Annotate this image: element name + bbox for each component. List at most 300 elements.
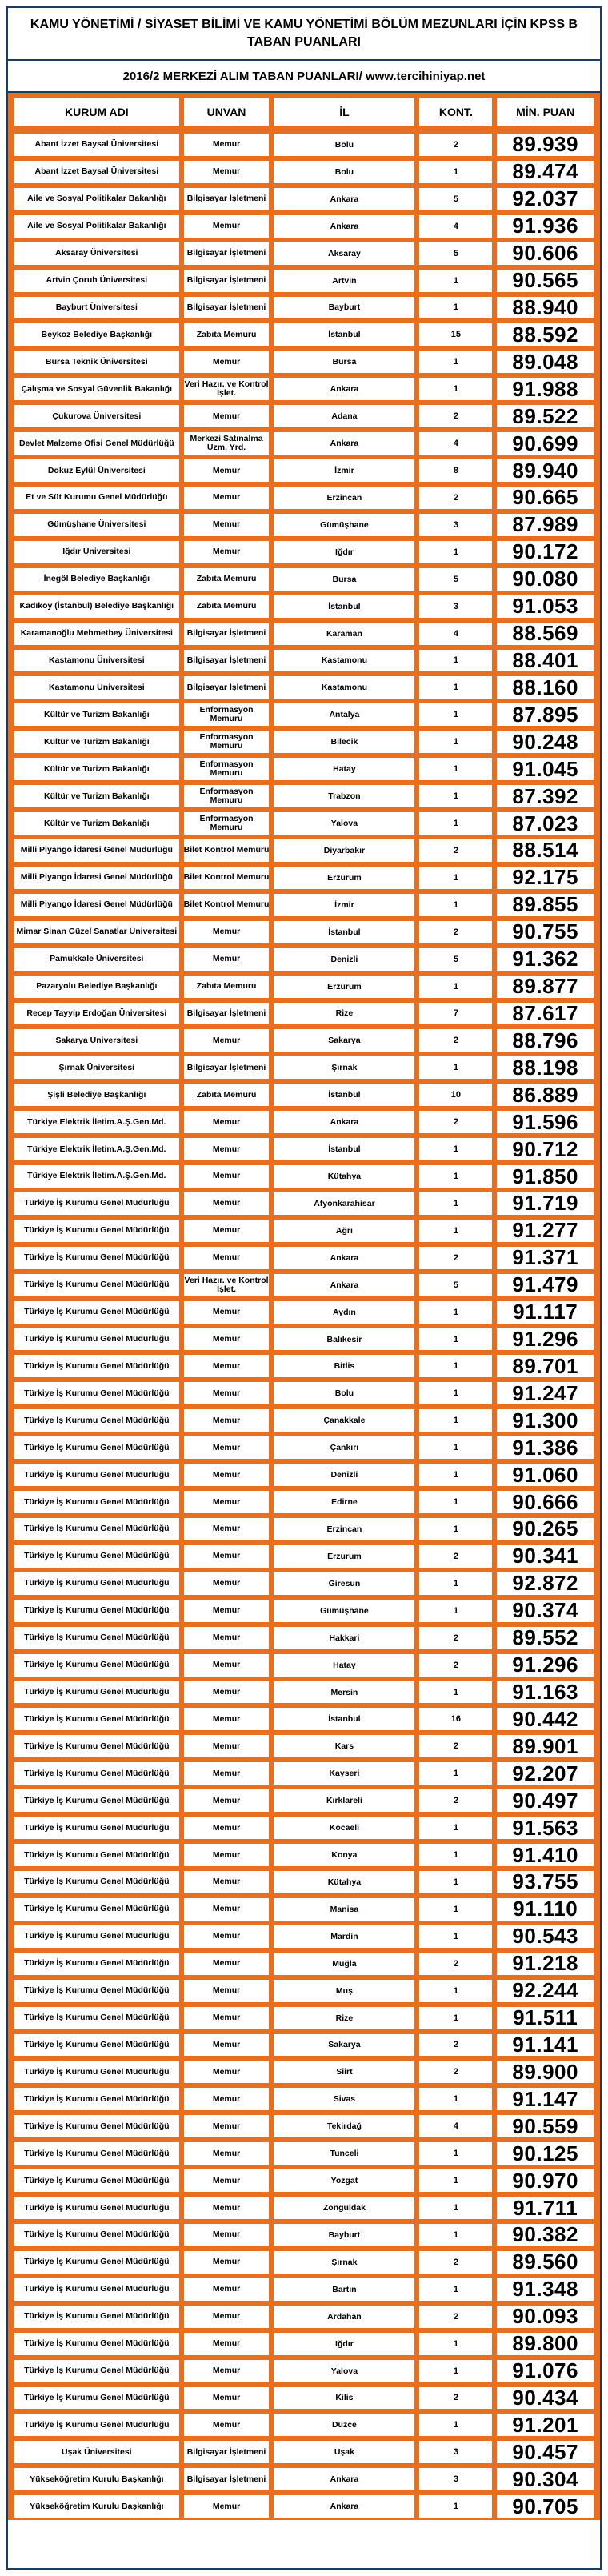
cell-unvan: Enformasyon Memuru: [184, 758, 270, 780]
cell-kurum: Dokuz Eylül Üniversitesi: [14, 459, 179, 482]
cell-unvan: Memur: [184, 1735, 270, 1757]
cell-il: Yalova: [274, 2360, 414, 2382]
table-body: [8, 131, 600, 2520]
cell-il: Diyarbakır: [274, 839, 414, 862]
cell-min-puan: 91.563: [497, 1817, 594, 1839]
cell-unvan: Zabıta Memuru: [184, 568, 270, 591]
cell-il: Bolu: [274, 1382, 414, 1404]
cell-kont: 1: [419, 2278, 492, 2301]
cell-min-puan: 88.796: [497, 1029, 594, 1052]
table-row: [8, 1679, 600, 1706]
cell-kurum: Türkiye İş Kurumu Genel Müdürlüğü: [14, 1545, 179, 1568]
cell-il: Ankara: [274, 1274, 414, 1296]
cell-unvan: Memur: [184, 541, 270, 563]
cell-il: Aksaray: [274, 242, 414, 265]
cell-kurum: Türkiye İş Kurumu Genel Müdürlüğü: [14, 2142, 179, 2165]
cell-il: İzmir: [274, 459, 414, 482]
cell-kont: 1: [419, 1328, 492, 1351]
page-subtitle: 2016/2 MERKEZİ ALIM TABAN PUANLARI/ www.tercihiniyap.net: [8, 61, 600, 93]
cell-unvan: Memur: [184, 1220, 270, 1242]
cell-unvan: Memur: [184, 2142, 270, 2165]
cell-kurum: Recep Tayyip Erdoğan Üniversitesi: [14, 1003, 179, 1025]
cell-il: Ankara: [274, 215, 414, 238]
cell-kont: 1: [419, 1681, 492, 1704]
cell-kont: 1: [419, 758, 492, 780]
cell-kont: 2: [419, 2306, 492, 2328]
cell-kurum: Türkiye İş Kurumu Genel Müdürlüğü: [14, 1464, 179, 1486]
cell-unvan: Bilgisayar İşletmeni: [184, 623, 270, 645]
cell-il: Kastamonu: [274, 676, 414, 699]
cell-kont: 10: [419, 1084, 492, 1106]
cell-il: Tunceli: [274, 2142, 414, 2165]
cell-il: İstanbul: [274, 1084, 414, 1106]
cell-kurum: Türkiye Elektrik İletim.A.Ş.Gen.Md.: [14, 1111, 179, 1133]
cell-min-puan: 91.988: [497, 378, 594, 400]
table-row: [8, 484, 600, 511]
table-row: [8, 1190, 600, 1217]
table-row: [8, 1625, 600, 1652]
cell-kurum: Gümüşhane Üniversitesi: [14, 514, 179, 536]
cell-kont: 2: [419, 2387, 492, 2410]
cell-kurum: Aksaray Üniversitesi: [14, 242, 179, 265]
cell-min-puan: 93.755: [497, 1871, 594, 1893]
cell-min-puan: 91.371: [497, 1247, 594, 1269]
cell-kont: 1: [419, 1817, 492, 1839]
cell-kont: 3: [419, 595, 492, 618]
table-row: [8, 2303, 600, 2330]
cell-unvan: Zabıta Memuru: [184, 323, 270, 346]
cell-kont: 1: [419, 2224, 492, 2246]
cell-kont: 1: [419, 894, 492, 916]
cell-kont: 3: [419, 2441, 492, 2463]
table-row: [8, 1841, 600, 1869]
cell-il: Afyonkarahisar: [274, 1192, 414, 1215]
cell-unvan: Memur: [184, 1844, 270, 1866]
cell-kurum: Kastamonu Üniversitesi: [14, 676, 179, 699]
cell-min-puan: 90.125: [497, 2142, 594, 2165]
table-row: [8, 430, 600, 457]
cell-il: Kayseri: [274, 1762, 414, 1785]
cell-kont: 1: [419, 650, 492, 672]
cell-unvan: Memur: [184, 1762, 270, 1785]
cell-kurum: Bursa Teknik Üniversitesi: [14, 351, 179, 373]
cell-kont: 3: [419, 2468, 492, 2490]
cell-unvan: Memur: [184, 161, 270, 183]
cell-kurum: Türkiye Elektrik İletim.A.Ş.Gen.Md.: [14, 1138, 179, 1160]
cell-kont: 1: [419, 1436, 492, 1459]
cell-il: Balıkesir: [274, 1328, 414, 1351]
cell-kont: 1: [419, 2360, 492, 2382]
cell-il: Kırklareli: [274, 1789, 414, 1812]
cell-unvan: Memur: [184, 1409, 270, 1432]
cell-min-puan: 90.457: [497, 2441, 594, 2463]
cell-il: Erzincan: [274, 487, 414, 509]
cell-il: Rize: [274, 2007, 414, 2029]
cell-unvan: Bilet Kontrol Memuru: [184, 894, 270, 916]
cell-kurum: Türkiye İş Kurumu Genel Müdürlüğü: [14, 1817, 179, 1839]
cell-unvan: Bilgisayar İşletmeni: [184, 650, 270, 672]
cell-kurum: Et ve Süt Kurumu Genel Müdürlüğü: [14, 487, 179, 509]
cell-il: Rize: [274, 1003, 414, 1025]
cell-unvan: Memur: [184, 1192, 270, 1215]
cell-il: Hakkari: [274, 1627, 414, 1649]
cell-unvan: Zabıta Memuru: [184, 595, 270, 618]
cell-unvan: Memur: [184, 921, 270, 943]
page-title: KAMU YÖNETİMİ / SİYASET BİLİMİ VE KAMU YÖNETİMİ BÖLÜM MEZUNLARI İÇİN KPSS B TABAN PUANLARI: [8, 8, 600, 61]
cell-kont: 2: [419, 2034, 492, 2057]
cell-min-puan: 91.719: [497, 1192, 594, 1215]
table-row: [8, 674, 600, 701]
cell-il: Hatay: [274, 758, 414, 780]
cell-il: Trabzon: [274, 785, 414, 807]
cell-unvan: Memur: [184, 1681, 270, 1704]
table-row: [8, 2194, 600, 2221]
cell-unvan: Memur: [184, 2197, 270, 2219]
cell-il: Giresun: [274, 1572, 414, 1595]
table-row: [8, 1326, 600, 1353]
table-row: [8, 566, 600, 593]
cell-il: Kocaeli: [274, 1817, 414, 1839]
cell-kurum: Türkiye İş Kurumu Genel Müdürlüğü: [14, 1980, 179, 2002]
cell-kont: 1: [419, 351, 492, 373]
cell-min-puan: 90.093: [497, 2306, 594, 2328]
table-row: [8, 1081, 600, 1108]
cell-kurum: Türkiye İş Kurumu Genel Müdürlüğü: [14, 1382, 179, 1404]
cell-min-puan: 91.045: [497, 758, 594, 780]
cell-unvan: Memur: [184, 2007, 270, 2029]
cell-min-puan: 91.386: [497, 1436, 594, 1459]
cell-kurum: Türkiye İş Kurumu Genel Müdürlüğü: [14, 2387, 179, 2410]
table-row: [8, 539, 600, 566]
cell-min-puan: 91.163: [497, 1681, 594, 1704]
cell-min-puan: 90.382: [497, 2224, 594, 2246]
cell-unvan: Memur: [184, 2414, 270, 2436]
cell-unvan: Bilet Kontrol Memuru: [184, 839, 270, 862]
cell-kurum: Türkiye İş Kurumu Genel Müdürlüğü: [14, 1735, 179, 1757]
cell-il: İzmir: [274, 894, 414, 916]
table-row: [8, 755, 600, 783]
table-row: [8, 1136, 600, 1163]
cell-kont: 1: [419, 1056, 492, 1079]
cell-min-puan: 92.207: [497, 1762, 594, 1785]
cell-min-puan: 89.901: [497, 1735, 594, 1757]
cell-unvan: Memur: [184, 1871, 270, 1893]
cell-kurum: Yükseköğretim Kurulu Başkanlığı: [14, 2495, 179, 2518]
table-row: [8, 1434, 600, 1461]
cell-unvan: Memur: [184, 1518, 270, 1540]
cell-kurum: Türkiye İş Kurumu Genel Müdürlüğü: [14, 1274, 179, 1296]
cell-kurum: Çalışma ve Sosyal Güvenlik Bakanlığı: [14, 378, 179, 400]
cell-kurum: Türkiye İş Kurumu Genel Müdürlüğü: [14, 1925, 179, 1948]
cell-kurum: Türkiye İş Kurumu Genel Müdürlüğü: [14, 2333, 179, 2355]
table-row: [8, 403, 600, 430]
cell-kurum: Iğdır Üniversitesi: [14, 541, 179, 563]
cell-kont: 1: [419, 785, 492, 807]
cell-kurum: Türkiye İş Kurumu Genel Müdürlüğü: [14, 1600, 179, 1622]
cell-min-puan: 90.497: [497, 1789, 594, 1812]
cell-kont: 2: [419, 487, 492, 509]
cell-kont: 1: [419, 2088, 492, 2110]
cell-kont: 2: [419, 1029, 492, 1052]
cell-kont: 1: [419, 867, 492, 889]
table-row: [8, 1352, 600, 1380]
cell-kont: 2: [419, 1627, 492, 1649]
cell-kurum: Kadıköy (İstanbul) Belediye Başkanlığı: [14, 595, 179, 618]
cell-kont: 4: [419, 2115, 492, 2137]
cell-kont: 1: [419, 2007, 492, 2029]
cell-il: Muğla: [274, 1953, 414, 1975]
cell-unvan: Memur: [184, 2495, 270, 2518]
cell-il: Ardahan: [274, 2306, 414, 2328]
cell-unvan: Memur: [184, 1708, 270, 1730]
table-row: [8, 1217, 600, 1244]
table-row: [8, 2438, 600, 2466]
table-row: [8, 1896, 600, 1923]
cell-kont: 4: [419, 432, 492, 455]
cell-kurum: Aile ve Sosyal Politikalar Bakanlığı: [14, 215, 179, 238]
cell-il: Iğdır: [274, 541, 414, 563]
table-row: [8, 2032, 600, 2059]
cell-unvan: Bilgisayar İşletmeni: [184, 2468, 270, 2490]
table-row: [8, 891, 600, 919]
table-row: [8, 2249, 600, 2276]
cell-kont: 1: [419, 1925, 492, 1948]
table-row: [8, 1760, 600, 1787]
cell-kont: 1: [419, 2169, 492, 2192]
cell-unvan: Memur: [184, 351, 270, 373]
cell-min-puan: 90.606: [497, 242, 594, 265]
cell-min-puan: 91.277: [497, 1220, 594, 1242]
cell-kurum: Türkiye İş Kurumu Genel Müdürlüğü: [14, 1220, 179, 1242]
cell-kont: 1: [419, 1220, 492, 1242]
cell-min-puan: 92.872: [497, 1572, 594, 1595]
cell-il: Ankara: [274, 188, 414, 210]
cell-kont: 5: [419, 188, 492, 210]
cell-unvan: Memur: [184, 1165, 270, 1188]
cell-min-puan: 90.248: [497, 731, 594, 753]
cell-kurum: Türkiye İş Kurumu Genel Müdürlüğü: [14, 2414, 179, 2436]
table-row: [8, 1597, 600, 1625]
cell-unvan: Memur: [184, 1029, 270, 1052]
cell-unvan: Memur: [184, 1138, 270, 1160]
cell-min-puan: 89.939: [497, 134, 594, 156]
cell-kurum: Artvin Çoruh Üniversitesi: [14, 270, 179, 292]
cell-min-puan: 90.442: [497, 1708, 594, 1730]
cell-min-puan: 91.110: [497, 1898, 594, 1921]
cell-unvan: Bilgisayar İşletmeni: [184, 676, 270, 699]
cell-kurum: Türkiye İş Kurumu Genel Müdürlüğü: [14, 2061, 179, 2083]
table-row: [8, 919, 600, 946]
cell-kont: 1: [419, 812, 492, 835]
cell-kont: 1: [419, 2333, 492, 2355]
table-row: [8, 1054, 600, 1081]
cell-unvan: Memur: [184, 1491, 270, 1513]
table-row: [8, 1163, 600, 1190]
cell-min-puan: 90.341: [497, 1545, 594, 1568]
cell-unvan: Memur: [184, 2360, 270, 2382]
table-row: [8, 1787, 600, 1814]
cell-kurum: Türkiye İş Kurumu Genel Müdürlüğü: [14, 1409, 179, 1432]
cell-kurum: Türkiye İş Kurumu Genel Müdürlüğü: [14, 2251, 179, 2274]
cell-kurum: Türkiye İş Kurumu Genel Müdürlüğü: [14, 1654, 179, 1677]
cell-kont: 8: [419, 459, 492, 482]
cell-il: Bayburt: [274, 2224, 414, 2246]
table-row: [8, 1244, 600, 1272]
cell-il: Sakarya: [274, 1029, 414, 1052]
cell-min-puan: 88.401: [497, 650, 594, 672]
cell-il: Konya: [274, 1844, 414, 1866]
cell-kont: 1: [419, 1980, 492, 2002]
cell-kont: 1: [419, 1572, 492, 1595]
table-row: [8, 1977, 600, 2005]
table-row: [8, 1407, 600, 1434]
cell-kurum: Şişli Belediye Başkanlığı: [14, 1084, 179, 1106]
cell-il: Siirt: [274, 2061, 414, 2083]
cell-min-puan: 91.362: [497, 948, 594, 971]
cell-il: Ankara: [274, 1111, 414, 1133]
cell-kurum: Şırnak Üniversitesi: [14, 1056, 179, 1079]
cell-min-puan: 91.060: [497, 1464, 594, 1486]
cell-unvan: Memur: [184, 2278, 270, 2301]
table-row: [8, 348, 600, 375]
cell-min-puan: 90.665: [497, 487, 594, 509]
cell-kurum: Türkiye İş Kurumu Genel Müdürlüğü: [14, 1871, 179, 1893]
cell-min-puan: 87.392: [497, 785, 594, 807]
cell-unvan: Memur: [184, 2088, 270, 2110]
cell-kurum: Abant İzzet Baysal Üniversitesi: [14, 134, 179, 156]
cell-kont: 1: [419, 1192, 492, 1215]
cell-il: Mersin: [274, 1681, 414, 1704]
cell-unvan: Merkezi Satınalma Uzm. Yrd.: [184, 432, 270, 455]
cell-il: Bayburt: [274, 297, 414, 319]
cell-il: Sivas: [274, 2088, 414, 2110]
cell-kurum: Türkiye İş Kurumu Genel Müdürlüğü: [14, 1491, 179, 1513]
cell-min-puan: 90.265: [497, 1518, 594, 1540]
cell-il: Ankara: [274, 2495, 414, 2518]
table-row: [8, 946, 600, 973]
table-row: [8, 131, 600, 158]
cell-il: Edirne: [274, 1491, 414, 1513]
cell-min-puan: 91.300: [497, 1409, 594, 1432]
cell-unvan: Memur: [184, 487, 270, 509]
table-row: [8, 240, 600, 267]
cell-min-puan: 91.053: [497, 595, 594, 618]
cell-il: Sakarya: [274, 2034, 414, 2057]
cell-min-puan: 91.711: [497, 2197, 594, 2219]
cell-unvan: Memur: [184, 1328, 270, 1351]
cell-il: Karaman: [274, 623, 414, 645]
cell-kurum: Yükseköğretim Kurulu Başkanlığı: [14, 2468, 179, 2490]
cell-min-puan: 91.296: [497, 1328, 594, 1351]
cell-kurum: Türkiye İş Kurumu Genel Müdürlüğü: [14, 1681, 179, 1704]
cell-kurum: Pamukkale Üniversitesi: [14, 948, 179, 971]
cell-unvan: Bilgisayar İşletmeni: [184, 242, 270, 265]
table-row: [8, 375, 600, 403]
cell-unvan: Memur: [184, 1953, 270, 1975]
cell-unvan: Memur: [184, 2224, 270, 2246]
cell-kurum: Türkiye İş Kurumu Genel Müdürlüğü: [14, 2306, 179, 2328]
cell-kont: 1: [419, 1301, 492, 1324]
cell-kurum: Kültür ve Turizm Bakanlığı: [14, 703, 179, 726]
cell-min-puan: 87.617: [497, 1003, 594, 1025]
cell-unvan: Bilgisayar İşletmeni: [184, 2441, 270, 2463]
cell-min-puan: 89.900: [497, 2061, 594, 2083]
cell-kurum: Türkiye İş Kurumu Genel Müdürlüğü: [14, 2115, 179, 2137]
cell-kurum: Türkiye İş Kurumu Genel Müdürlüğü: [14, 1355, 179, 1377]
table-row: [8, 1950, 600, 1977]
cell-kont: 2: [419, 1111, 492, 1133]
table-row: [8, 1543, 600, 1570]
cell-unvan: Memur: [184, 1925, 270, 1948]
cell-il: Ankara: [274, 378, 414, 400]
cell-kont: 5: [419, 1274, 492, 1296]
cell-unvan: Memur: [184, 948, 270, 971]
cell-kont: 1: [419, 1762, 492, 1785]
table-row: [8, 2140, 600, 2167]
cell-kont: 1: [419, 1898, 492, 1921]
cell-il: Ankara: [274, 1247, 414, 1269]
cell-il: Antalya: [274, 703, 414, 726]
cell-kurum: Türkiye İş Kurumu Genel Müdürlüğü: [14, 1247, 179, 1269]
cell-il: Bartın: [274, 2278, 414, 2301]
table-row: [8, 728, 600, 755]
cell-kurum: Uşak Üniversitesi: [14, 2441, 179, 2463]
cell-kurum: Milli Piyango İdaresi Genel Müdürlüğü: [14, 894, 179, 916]
table-row: [8, 620, 600, 647]
table-row: [8, 186, 600, 213]
cell-min-puan: 91.850: [497, 1165, 594, 1188]
table-row: [8, 701, 600, 728]
cell-kurum: Türkiye İş Kurumu Genel Müdürlüğü: [14, 1708, 179, 1730]
cell-kont: 1: [419, 270, 492, 292]
cell-kont: 2: [419, 1735, 492, 1757]
table-row: [8, 511, 600, 539]
table-row: [8, 1488, 600, 1516]
cell-kont: 1: [419, 161, 492, 183]
header-kurum: KURUM ADI: [14, 98, 179, 126]
cell-kurum: Aile ve Sosyal Politikalar Bakanlığı: [14, 188, 179, 210]
header-il: İL: [274, 98, 414, 126]
cell-unvan: Memur: [184, 2169, 270, 2192]
cell-unvan: Veri Hazır. ve Kontrol İşlet.: [184, 378, 270, 400]
table-row: [8, 2085, 600, 2113]
cell-kont: 1: [419, 297, 492, 319]
cell-il: Aydın: [274, 1301, 414, 1324]
cell-kurum: Mimar Sinan Güzel Sanatlar Üniversitesi: [14, 921, 179, 943]
cell-kurum: Pazaryolu Belediye Başkanlığı: [14, 976, 179, 998]
cell-il: Çanakkale: [274, 1409, 414, 1432]
table-row: [8, 2058, 600, 2085]
cell-il: Mardin: [274, 1925, 414, 1948]
cell-min-puan: 90.172: [497, 541, 594, 563]
cell-kont: 1: [419, 2197, 492, 2219]
cell-il: Ankara: [274, 2468, 414, 2490]
cell-il: Bolu: [274, 161, 414, 183]
cell-il: Yalova: [274, 812, 414, 835]
table-row: [8, 1461, 600, 1488]
cell-unvan: Memur: [184, 215, 270, 238]
cell-unvan: Memur: [184, 2251, 270, 2274]
cell-kurum: İnegöl Belediye Başkanlığı: [14, 568, 179, 591]
cell-min-puan: 92.175: [497, 867, 594, 889]
table-row: [8, 1108, 600, 1136]
cell-min-puan: 89.552: [497, 1627, 594, 1649]
table-row: [8, 213, 600, 240]
table-row: [8, 1869, 600, 1896]
cell-kont: 1: [419, 2495, 492, 2518]
cell-min-puan: 89.048: [497, 351, 594, 373]
cell-unvan: Zabıta Memuru: [184, 976, 270, 998]
